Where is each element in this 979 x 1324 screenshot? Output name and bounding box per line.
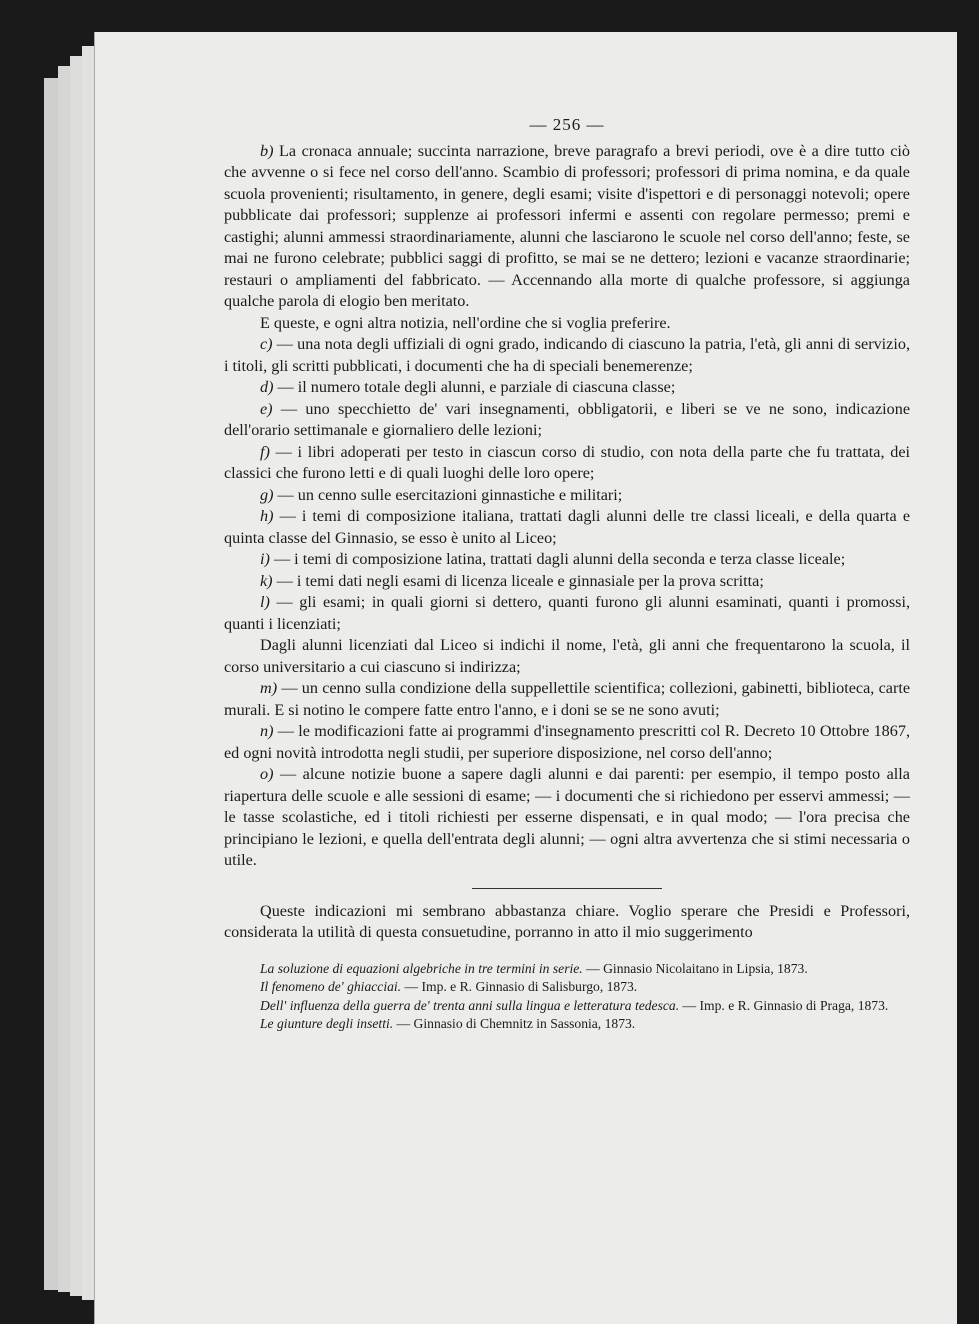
paragraph-text: Dagli alunni licenziati dal Liceo si indichi il nome, l'età, gli anni che frequentarono la scuola, il corso universitario a cui ciascuno si indirizza; (224, 636, 910, 676)
paragraph-label: g) (260, 485, 274, 504)
paragraph-label: n) (260, 722, 274, 740)
paragraph-text: — i temi di composizione italiana, trattati dagli alunni delle tre classi liceali, e della quarta e quinta classe del Ginnasio, se esso è unito al Liceo; (224, 507, 911, 547)
paragraph-label: f) (260, 442, 270, 461)
paragraph-text: E queste, e ogni altra notizia, nell'ordine che si voglia preferire. (260, 313, 671, 332)
paragraph (224, 141, 910, 313)
paragraph (224, 571, 910, 593)
note-title: Le giunture degli insetti. (260, 1016, 394, 1031)
paragraph (224, 377, 910, 399)
paragraph-label: k) (260, 571, 273, 590)
paragraph-text: — i temi di composizione latina, trattati dagli alunni della seconda e terza classe liceale; (273, 550, 846, 568)
paragraph-list (224, 141, 910, 872)
paragraph-label: m) (260, 679, 278, 697)
note-title: La soluzione di equazioni algebriche in tre termini in serie. (260, 960, 583, 976)
closing-paragraph: Queste indicazioni mi sembrano abbastanza chiare. Voglio sperare che Presidi e Professori, considerata la utilità di questa consuetudine, porranno in atto il mio suggerimento (224, 901, 910, 941)
paragraph (224, 442, 910, 485)
note-item (224, 960, 910, 979)
separator-rule (472, 888, 662, 889)
note-title: Il fenomeno de' ghiacciai. (260, 979, 402, 994)
paragraph-text: — le modificazioni fatte ai programmi d'insegnamento prescritti col R. Decreto 10 Ottobre 1867, ed ogni novità introdotta negli studii, per superiore disposizione, nel corso dell'anno; (224, 722, 911, 762)
paragraph-label: o) (260, 765, 274, 783)
paragraph-text: — una nota degli uffiziali di ogni grado, indicando di ciascuno la patria, l'età, gli anni di servizio, i titoli, gli scritti pubblicati, i documenti che ha di speciali benemerenze; (224, 335, 911, 375)
note-source: — Imp. e R. Ginnasio di Salisburgo, 1873. (401, 979, 638, 994)
note-source: — Imp. e R. Ginnasio di Praga, 1873. (679, 997, 889, 1013)
paragraph-label: i) (260, 550, 270, 568)
note-item (224, 997, 910, 1016)
paragraph-text: La cronaca annuale; succinta narrazione, breve paragrafo a brevi periodi, ove è a dire tutto ciò che avvenne o si fece nel corso dell'anno. Scambio di professori; professori di prima nomina, e da quale scuola provenienti; risultamento, in genere, degli esami; visite d'ispettori e di personaggi notevoli; opere pubblicate dai professori; supplenze ai professori infermi e assenti con regolare permesso; premi e castighi; alunni ammessi straordinariamente, alunni che lasciarono le scuole nel corso dell'anno; feste, se mai ne furono celebrate; pubblici saggi di profitto, se mai se ne dettero; lezioni e vacanze straordinarie; restauri o ampliamenti del fabbricato. — Accennando alla morte di qualche professore, si aggiunga qualche parola di elogio ben meritato. (224, 141, 910, 310)
paragraph-text: — i temi dati negli esami di licenza liceale e ginnasiale per la prova scritta; (276, 571, 764, 590)
paragraph (224, 678, 910, 721)
paragraph-text: — il numero totale degli alunni, e parziale di ciascuna classe; (277, 378, 676, 396)
paragraph (224, 549, 910, 571)
paragraph-text: — gli esami; in quali giorni si dettero, quanti furono gli alunni esaminati, quanti i promossi, quanti i licenziati; (224, 593, 911, 633)
note-item (224, 978, 910, 997)
paragraph (224, 592, 910, 635)
paragraph-text: — i libri adoperati per testo in ciascun corso di studio, con nota della parte che fu trattata, dei classici che furono letti e di quali luoghi delle loro opere; (224, 442, 910, 482)
page-text (224, 114, 910, 1034)
paragraph-label: h) (260, 507, 274, 525)
paragraph-text: — un cenno sulle esercitazioni ginnastiche e militari; (277, 485, 623, 504)
bibliography-notes (224, 960, 910, 1034)
paragraph-label: l) (260, 593, 270, 611)
paragraph (224, 399, 910, 442)
note-item (224, 1015, 910, 1034)
paragraph-label: b) (260, 141, 274, 160)
paragraph-text: — alcune notizie buone a sapere dagli alunni e dai parenti: per esempio, il tempo posto alla riapertura delle scuole e alle sessioni di esame; — i documenti che si richiedono per esservi ammessi; — le tasse scolastiche, ed i titoli richiesti per esserne dispensati, e in qual modo; — l'ora precisa che principiano le lezioni, e quella dell'entrata degli alunni; — ogni altra avvertenza che si stimi necessaria o utile. (224, 765, 910, 869)
paragraph (224, 506, 910, 549)
paragraph-text: — un cenno sulla condizione della suppellettile scientifica; collezioni, gabinetti, biblioteca, carte murali. E si notino le compere fatte entro l'anno, e i doni se se ne sono avuti; (224, 679, 911, 719)
paragraph (224, 334, 910, 377)
note-source: — Ginnasio di Chemnitz in Sassonia, 1873. (393, 1016, 636, 1031)
page-number: — 256 — (529, 115, 605, 134)
paragraph-text: — uno specchietto de' vari insegnamenti, obbligatorii, e liberi se ve ne sono, indicazione dell'orario settimanale e giornaliero delle lezioni; (224, 399, 911, 439)
paragraph (224, 635, 910, 678)
note-title: Dell' influenza della guerra de' trenta anni sulla lingua e letteratura tedesca. (260, 997, 680, 1013)
paragraph (224, 313, 910, 335)
paragraph-label: d) (260, 378, 274, 396)
paragraph-label: c) (260, 335, 273, 353)
paragraph-label: e) (260, 399, 273, 418)
note-source: — Ginnasio Nicolaitano in Lipsia, 1873. (582, 960, 808, 976)
paragraph (224, 764, 910, 872)
paragraph (224, 485, 910, 507)
paragraph (224, 721, 910, 764)
